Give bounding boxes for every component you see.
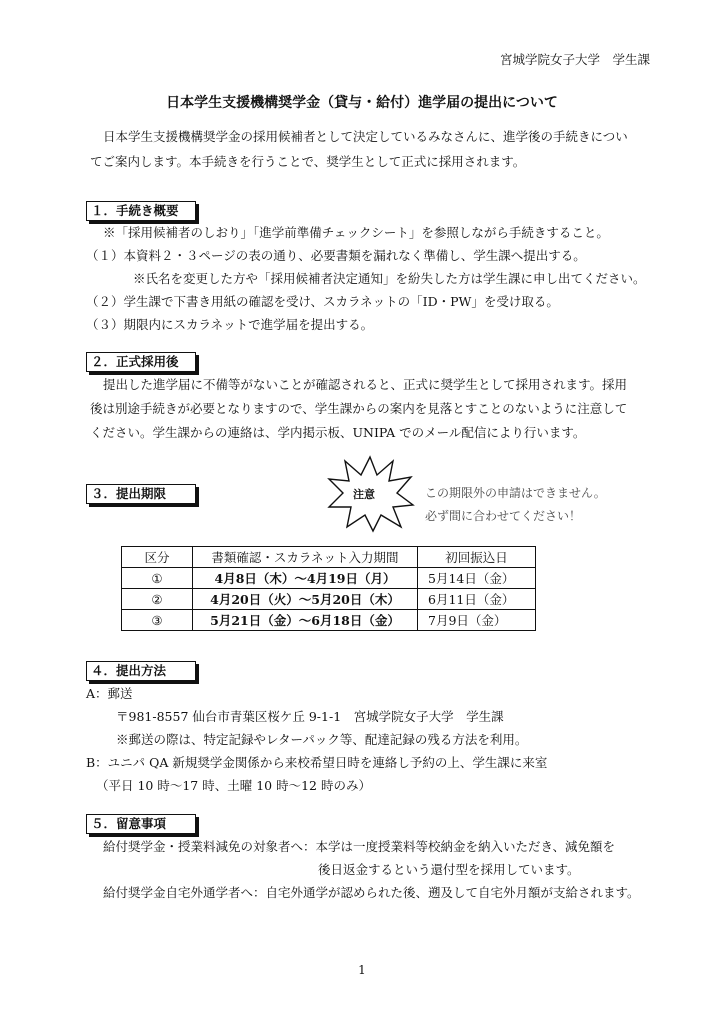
- table-row: [122, 610, 536, 631]
- section-5-heading: ５．留意事項: [86, 814, 196, 834]
- header-first-payment: 初回振込日: [418, 547, 536, 568]
- section-1-step-3: （３）期限内にスカラネットで進学届を提出する。: [86, 317, 374, 332]
- row-period: 4月20日（火）〜5月20日（木）: [193, 589, 418, 610]
- section-2-line-2: 後は別途手続きが必要となりますので、学生課からの案内を見落とすことのないように注意して: [90, 401, 628, 416]
- deadline-notice-2: 必ず間に合わせてください！: [425, 509, 582, 523]
- section-1-step-1-note: ※氏名を変更した方や「採用候補者決定通知」を紛失した方は学生課に申し出てください。: [133, 271, 646, 286]
- section-1-step-2: （２）学生課で下書き用紙の確認を受け、スカラネットの「ID・PW」を受け取る。: [86, 294, 559, 309]
- section-2-line-3: ください。学生課からの連絡は、学内掲示板、UNIPA でのメール配信により行います。: [90, 425, 586, 440]
- visit-hours: （平日 10 時〜17 時、土曜 10 時〜12 時のみ）: [96, 778, 371, 793]
- section-2-heading: ２．正式採用後: [86, 352, 196, 372]
- row-category: ③: [122, 610, 193, 631]
- section-2-line-1: 提出した進学届に不備等がないことが確認されると、正式に奨学生として採用されます。採用: [103, 377, 628, 392]
- section-4-heading: ４．提出方法: [86, 661, 196, 681]
- method-b-label: B：ユニパ QA 新規奨学金関係から来校希望日時を連絡し予約の上、学生課に来室: [86, 755, 548, 770]
- intro-line-1: 日本学生支援機構奨学金の採用候補者として決定しているみなさんに、進学後の手続きについ: [103, 129, 628, 144]
- department-label: 宮城学院女子大学 学生課: [499, 52, 650, 67]
- table-header-row: [122, 547, 536, 568]
- row-period: 4月8日（木）〜4月19日（月）: [193, 568, 418, 589]
- page-number: 1: [358, 963, 366, 977]
- page-title: 日本学生支援機構奨学金（貸与・給付）進学届の提出について: [166, 95, 558, 111]
- deadline-table: [121, 546, 536, 631]
- row-category: ①: [122, 568, 193, 589]
- method-a-label: A：郵送: [86, 686, 133, 701]
- row-period: 5月21日（金）〜6月18日（金）: [193, 610, 418, 631]
- caution-label: 注意: [353, 488, 375, 501]
- row-category: ②: [122, 589, 193, 610]
- section-1-step-1: （１）本資料２・３ページの表の通り、必要書類を漏れなく準備し、学生課へ提出する。: [86, 248, 586, 263]
- header-category: 区分: [122, 547, 193, 568]
- section-5-line-1: 給付奨学金・授業料減免の対象者へ：本学は一度授業料等校納金を納入いただき、減免額を: [103, 839, 616, 854]
- postal-note: ※郵送の際は、特定記録やレターパック等、配達記録の残る方法を利用。: [116, 732, 528, 747]
- row-payment-date: 6月11日（金）: [418, 589, 536, 610]
- table-row: [122, 589, 536, 610]
- section-1-note: ※「採用候補者のしおり」「進学前準備チェックシート」を参照しながら手続きすること。: [103, 225, 609, 240]
- deadline-notice-1: この期限外の申請はできません。: [425, 486, 606, 500]
- section-5-line-3: 給付奨学金自宅外通学者へ：自宅外通学が認められた後、遡及して自宅外月額が支給されます。: [103, 885, 640, 900]
- section-1-heading: １．手続き概要: [86, 201, 196, 221]
- row-payment-date: 7月9日（金）: [418, 610, 536, 631]
- header-period: 書類確認・スカラネット入力期間: [193, 547, 418, 568]
- section-5-line-2: 後日返金するという還付型を採用しています。: [318, 862, 580, 877]
- table-row: [122, 568, 536, 589]
- postal-address: 〒981-8557 仙台市青葉区桜ケ丘 9-1-1 宮城学院女子大学 学生課: [116, 709, 504, 724]
- row-payment-date: 5月14日（金）: [418, 568, 536, 589]
- section-3-heading: ３．提出期限: [86, 484, 196, 504]
- intro-line-2: てご案内します。本手続きを行うことで、奨学生として正式に採用されます。: [90, 154, 526, 169]
